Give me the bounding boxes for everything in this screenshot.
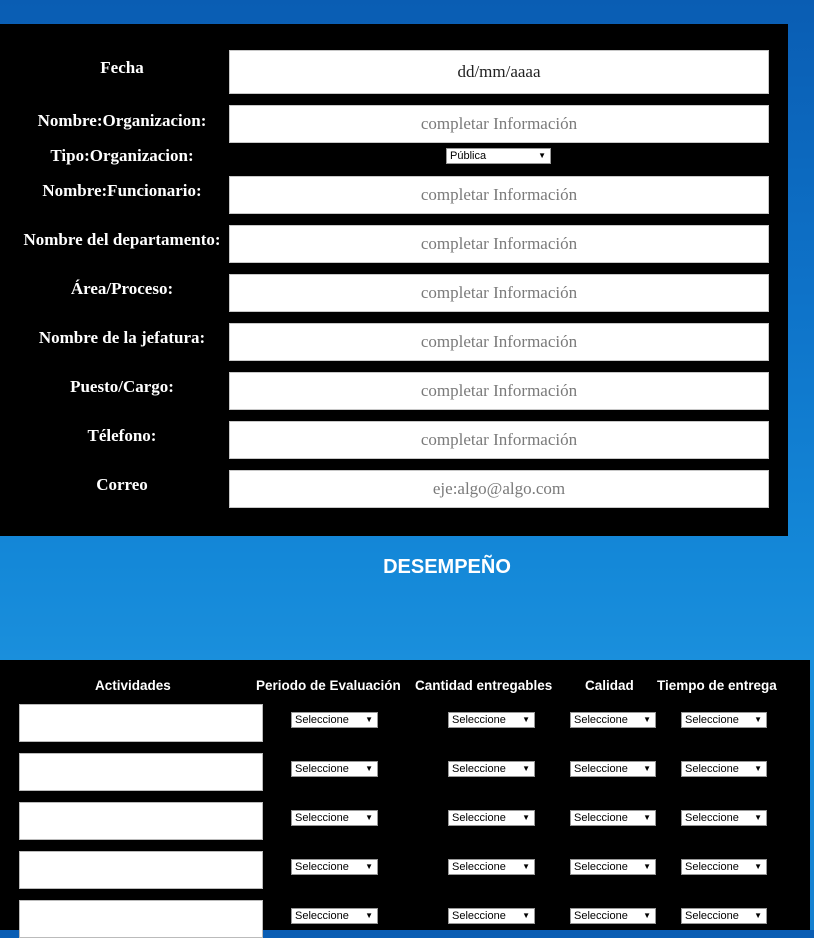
tipo-organizacion-label: Tipo:Organizacion:	[50, 146, 194, 165]
dropdown-arrow-icon: ▼	[365, 862, 373, 871]
actividad-input[interactable]	[19, 900, 263, 938]
nombre-organizacion-label: Nombre:Organizacion:	[37, 111, 207, 130]
info-form-panel	[0, 24, 788, 536]
periodo-select[interactable]	[291, 908, 378, 924]
periodo-select[interactable]	[291, 761, 378, 777]
dropdown-arrow-icon: ▼	[643, 911, 651, 920]
area-proceso-input[interactable]	[229, 274, 769, 312]
calidad-select[interactable]	[570, 712, 656, 728]
select-value: Seleccione	[574, 861, 628, 873]
correo-label: Correo	[96, 475, 148, 494]
actividad-input[interactable]	[19, 802, 263, 840]
calidad-select[interactable]	[570, 810, 656, 826]
dropdown-arrow-icon: ▼	[365, 813, 373, 822]
select-value: Seleccione	[574, 812, 628, 824]
select-value: Seleccione	[295, 714, 349, 726]
calidad-select[interactable]	[570, 859, 656, 875]
calidad-select[interactable]	[570, 761, 656, 777]
cantidad-select[interactable]	[448, 908, 535, 924]
tiempo-select[interactable]	[681, 908, 767, 924]
header-calidad: Calidad	[585, 678, 634, 693]
jefatura-label: Nombre de la jefatura:	[38, 328, 206, 347]
dropdown-arrow-icon: ▼	[643, 715, 651, 724]
select-value: Seleccione	[574, 763, 628, 775]
dropdown-arrow-icon: ▼	[754, 813, 762, 822]
select-value: Seleccione	[452, 763, 506, 775]
area-proceso-label: Área/Proceso:	[70, 279, 174, 298]
desempeno-table	[0, 660, 810, 930]
header-cantidad: Cantidad entregables	[415, 678, 553, 693]
dropdown-arrow-icon: ▼	[754, 715, 762, 724]
dropdown-arrow-icon: ▼	[754, 764, 762, 773]
fecha-label: Fecha	[100, 58, 144, 77]
fecha-input[interactable]	[229, 50, 769, 94]
select-value: Seleccione	[452, 910, 506, 922]
periodo-select[interactable]	[291, 712, 378, 728]
select-value: Seleccione	[685, 714, 739, 726]
telefono-input[interactable]	[229, 421, 769, 459]
tiempo-select[interactable]	[681, 859, 767, 875]
periodo-select[interactable]	[291, 859, 378, 875]
actividad-input[interactable]	[19, 753, 263, 791]
dropdown-arrow-icon: ▼	[643, 862, 651, 871]
cantidad-select[interactable]	[448, 810, 535, 826]
dropdown-arrow-icon: ▼	[365, 715, 373, 724]
select-value: Seleccione	[295, 910, 349, 922]
dropdown-arrow-icon: ▼	[754, 911, 762, 920]
select-value: Seleccione	[574, 910, 628, 922]
tiempo-select[interactable]	[681, 761, 767, 777]
dropdown-arrow-icon: ▼	[643, 813, 651, 822]
header-actividades: Actividades	[95, 678, 171, 693]
cantidad-select[interactable]	[448, 859, 535, 875]
nombre-funcionario-label: Nombre:Funcionario:	[42, 181, 202, 200]
select-value: Seleccione	[685, 763, 739, 775]
nombre-funcionario-input[interactable]	[229, 176, 769, 214]
tipo-organizacion-value: Pública	[450, 150, 487, 162]
actividad-input[interactable]	[19, 704, 263, 742]
select-value: Seleccione	[685, 861, 739, 873]
select-value: Seleccione	[452, 714, 506, 726]
dropdown-arrow-icon: ▼	[643, 764, 651, 773]
periodo-select[interactable]	[291, 810, 378, 826]
select-value: Seleccione	[685, 910, 739, 922]
dropdown-arrow-icon: ▼	[522, 764, 530, 773]
dropdown-arrow-icon: ▼	[522, 862, 530, 871]
section-title: DESEMPEÑO	[383, 556, 511, 578]
header-periodo: Periodo de Evaluación	[256, 678, 401, 693]
puesto-label: Puesto/Cargo:	[70, 377, 174, 396]
puesto-input[interactable]	[229, 372, 769, 410]
dropdown-arrow-icon: ▼	[365, 911, 373, 920]
dropdown-arrow-icon: ▼	[522, 715, 530, 724]
telefono-label: Télefono:	[87, 426, 157, 445]
dropdown-arrow-icon: ▼	[365, 764, 373, 773]
departamento-input[interactable]	[229, 225, 769, 263]
calidad-select[interactable]	[570, 908, 656, 924]
select-value: Seleccione	[295, 763, 349, 775]
select-value: Seleccione	[295, 812, 349, 824]
tiempo-select[interactable]	[681, 712, 767, 728]
jefatura-input[interactable]	[229, 323, 769, 361]
cantidad-select[interactable]	[448, 761, 535, 777]
select-value: Seleccione	[452, 861, 506, 873]
dropdown-arrow-icon: ▼	[522, 813, 530, 822]
tiempo-select[interactable]	[681, 810, 767, 826]
dropdown-arrow-icon: ▼	[538, 151, 546, 160]
select-value: Seleccione	[574, 714, 628, 726]
departamento-label: Nombre del departamento:	[23, 230, 221, 249]
header-tiempo: Tiempo de entrega	[657, 678, 777, 693]
select-value: Seleccione	[452, 812, 506, 824]
correo-input[interactable]	[229, 470, 769, 508]
nombre-organizacion-input[interactable]	[229, 105, 769, 143]
cantidad-select[interactable]	[448, 712, 535, 728]
actividad-input[interactable]	[19, 851, 263, 889]
select-value: Seleccione	[685, 812, 739, 824]
dropdown-arrow-icon: ▼	[754, 862, 762, 871]
select-value: Seleccione	[295, 861, 349, 873]
dropdown-arrow-icon: ▼	[522, 911, 530, 920]
tipo-organizacion-select[interactable]	[446, 148, 551, 164]
